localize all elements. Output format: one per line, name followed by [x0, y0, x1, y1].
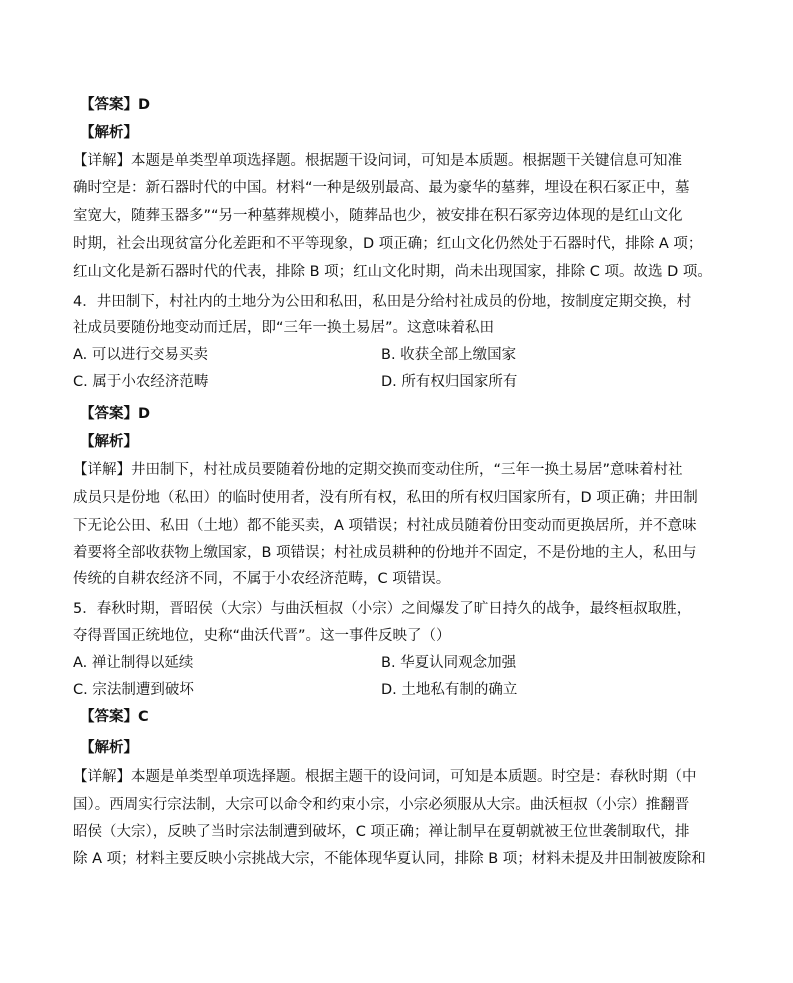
q4-detail-line: 着要将全部收获物上缴国家，B 项错误；村社成员耕种的份地并不固定，不是份地的主人，私田与	[73, 545, 697, 561]
q4-detail-line: 下无论公田、私田（土地）都不能买卖，A 项错误；村社成员随着份田变动而更换居所，并不意味	[73, 518, 697, 534]
q5-option-a: A. 禅让制得以延续	[73, 655, 194, 671]
q3-analysis-tag: 【解析】	[80, 125, 138, 141]
q4-detail-line: 传统的自耕农经济不同，不属于小农经济范畴，C 项错误。	[73, 571, 451, 587]
q4-answer-tag: 【答案】	[80, 406, 138, 422]
q4-option-b: B. 收获全部上缴国家	[381, 347, 517, 363]
q3-detail-line: 红山文化是新石器时代的代表，排除 B 项；红山文化时期，尚未出现国家，排除 C 项。故选 D 项。	[73, 264, 712, 280]
q3-detail-line: 【详解】本题是单类型单项选择题。根据题干设问词，可知是本质题。根据题干关键信息可知准	[73, 153, 682, 169]
q4-stem-line: 4．井田制下，村社内的土地分为公田和私田，私田是分给村社成员的份地，按制度定期交换，村	[73, 294, 692, 310]
q3-detail-line: 室宽大，随葬玉器多”“另一种墓葬规模小，随葬品也少，被安排在积石冢旁边体现的是红山文化	[73, 208, 683, 224]
q3-detail-line: 时期，社会出现贫富分化差距和不平等现象，D 项正确；红山文化仍然处于石器时代，排除 A 项；	[73, 236, 703, 252]
q5-answer-value: C	[138, 709, 149, 725]
q4-stem-line: 社成员要随份地变动而迁居，即“三年一换土易居”。这意味着私田	[73, 320, 495, 336]
q3-answer-value: D	[138, 97, 151, 113]
q4-detail-line: 【详解】井田制下，村社成员要随着份地的定期交换而变动住所，“三年一换土易居”意味着村社	[73, 462, 683, 478]
q4-option-c: C. 属于小农经济范畴	[73, 374, 209, 390]
q5-option-b: B. 华夏认同观念加强	[381, 655, 517, 671]
q5-answer-tag: 【答案】	[80, 709, 138, 725]
q4-answer-value: D	[138, 406, 151, 422]
q5-detail-line: 除 A 项；材料主要反映小宗挑战大宗，不能体现华夏认同，排除 B 项；材料未提及井田制被废除和	[73, 851, 706, 867]
q5-detail-line: 昭侯（大宗），反映了当时宗法制遭到破坏，C 项正确；禅让制早在夏朝就被王位世袭制取代，排	[73, 824, 690, 840]
q4-analysis-tag: 【解析】	[80, 434, 138, 450]
q5-option-c: C. 宗法制遭到破坏	[73, 682, 194, 698]
q5-detail-line: 国）。西周实行宗法制，大宗可以命令和约束小宗，小宗必须服从大宗。曲沃桓叔（小宗）推翻晋	[73, 797, 690, 813]
q4-option-a: A. 可以进行交易买卖	[73, 347, 208, 363]
q5-option-d: D. 土地私有制的确立	[381, 682, 518, 698]
q4-answer-line	[80, 404, 720, 426]
q3-answer-tag: 【答案】	[80, 97, 138, 113]
q5-analysis-tag: 【解析】	[80, 740, 138, 756]
q5-stem-line: 夺得晋国正统地位，史称“曲沃代晋”。这一事件反映了（）	[73, 628, 451, 644]
q3-detail-line: 确时空是：新石器时代的中国。材料“一种是级别最高、最为豪华的墓葬，埋设在积石冢正中，墓	[73, 180, 690, 196]
q5-stem-line: 5．春秋时期，晋昭侯（大宗）与曲沃桓叔（小宗）之间爆发了旷日持久的战争，最终桓叔取胜，	[73, 601, 692, 617]
q5-detail-line: 【详解】本题是单类型单项选择题。根据主题干的设问词，可知是本质题。时空是：春秋时期（中	[73, 769, 697, 785]
q3-answer-line	[80, 95, 720, 117]
q4-option-d: D. 所有权归国家所有	[381, 374, 518, 390]
q5-answer-line	[80, 707, 720, 729]
q4-detail-line: 成员只是份地（私田）的临时使用者，没有所有权，私田的所有权归国家所有，D 项正确；井田制	[73, 490, 698, 506]
